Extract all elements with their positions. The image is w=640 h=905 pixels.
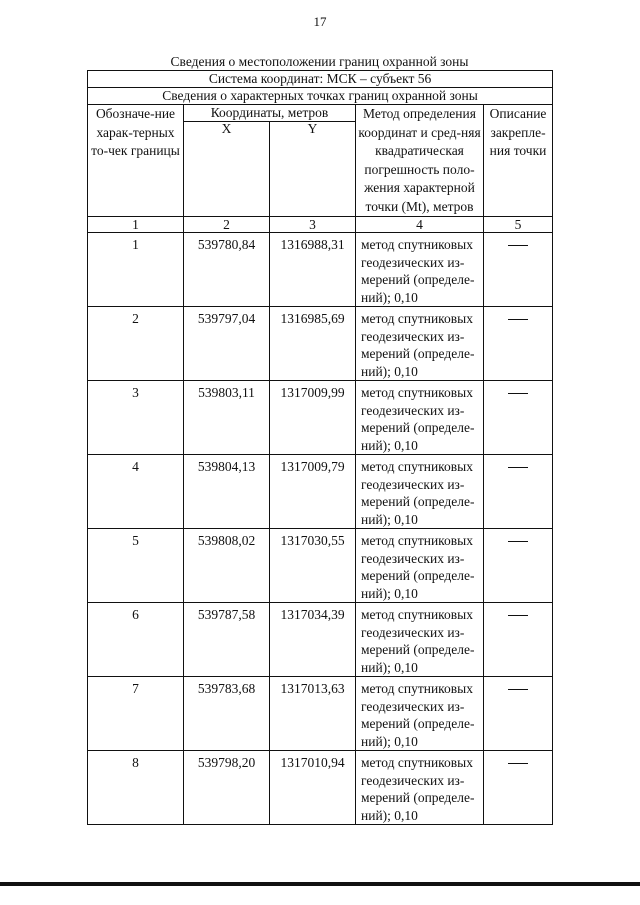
dash-mark [508, 245, 528, 246]
header-method [356, 105, 484, 217]
x-coordinate-cell: 539780,84 [184, 233, 270, 307]
coordinate-system-label: Система координат: МСК – субъект 56 [88, 71, 553, 88]
column-number-3: 3 [270, 217, 356, 233]
point-cell: 2 [88, 307, 184, 381]
dash-mark [508, 763, 528, 764]
header-point-text: Обозначе-ние харак-терных то-чек границы [91, 106, 180, 158]
x-coordinate-cell: 539783,68 [184, 677, 270, 751]
table-row [88, 603, 553, 677]
fixing-cell [484, 233, 553, 307]
header-fixing-text: Описание закрепле-ния точки [489, 106, 547, 158]
y-coordinate-cell: 1317010,94 [270, 751, 356, 825]
table-body [88, 233, 553, 825]
point-cell: 5 [88, 529, 184, 603]
dash-mark [508, 467, 528, 468]
y-coordinate-cell: 1317034,39 [270, 603, 356, 677]
dash-mark [508, 393, 528, 394]
fixing-cell [484, 751, 553, 825]
dash-mark [508, 689, 528, 690]
fixing-cell [484, 455, 553, 529]
fixing-cell [484, 529, 553, 603]
header-fixing [484, 105, 553, 217]
y-coordinate-cell: 1317013,63 [270, 677, 356, 751]
column-number-2: 2 [184, 217, 270, 233]
table-row [88, 233, 553, 307]
bottom-rule [0, 882, 640, 886]
y-coordinate-cell: 1317009,99 [270, 381, 356, 455]
y-coordinate-cell: 1316988,31 [270, 233, 356, 307]
table-row [88, 381, 553, 455]
point-cell: 3 [88, 381, 184, 455]
table-row [88, 677, 553, 751]
x-coordinate-cell: 539797,04 [184, 307, 270, 381]
x-coordinate-cell: 539798,20 [184, 751, 270, 825]
header-method-text: Метод определения координат и сред-няя квадратическая погрешность поло-жения характерной точки (Mt), метров [358, 106, 481, 214]
point-cell: 8 [88, 751, 184, 825]
point-cell: 7 [88, 677, 184, 751]
document-title: Сведения о местоположении границ охранной зоны [170, 54, 469, 69]
x-coordinate-cell: 539803,11 [184, 381, 270, 455]
y-coordinate-cell: 1317009,79 [270, 455, 356, 529]
header-point [88, 105, 184, 217]
fixing-cell [484, 307, 553, 381]
point-cell: 6 [88, 603, 184, 677]
fixing-cell [484, 381, 553, 455]
table-row [88, 529, 553, 603]
section-title: Сведения о характерных точках границ охранной зоны [88, 88, 553, 105]
point-cell: 4 [88, 455, 184, 529]
y-coordinate-cell: 1316985,69 [270, 307, 356, 381]
boundary-points-table [87, 70, 553, 825]
method-cell: метод спутниковых геодезических из-мерений (определе-ний); 0,10 [356, 455, 484, 529]
header-y: Y [270, 122, 356, 217]
dash-mark [508, 319, 528, 320]
method-cell: метод спутниковых геодезических из-мерений (определе-ний); 0,10 [356, 233, 484, 307]
x-coordinate-cell: 539804,13 [184, 455, 270, 529]
table-row [88, 307, 553, 381]
method-cell: метод спутниковых геодезических из-мерений (определе-ний); 0,10 [356, 603, 484, 677]
fixing-cell [484, 677, 553, 751]
method-cell: метод спутниковых геодезических из-мерений (определе-ний); 0,10 [356, 381, 484, 455]
column-number-5: 5 [484, 217, 553, 233]
method-cell: метод спутниковых геодезических из-мерений (определе-ний); 0,10 [356, 529, 484, 603]
fixing-cell [484, 603, 553, 677]
table-row [88, 751, 553, 825]
table-row [88, 455, 553, 529]
dash-mark [508, 615, 528, 616]
column-number-4: 4 [356, 217, 484, 233]
page-number: 17 [313, 14, 327, 29]
method-cell: метод спутниковых геодезических из-мерений (определе-ний); 0,10 [356, 677, 484, 751]
column-number-1: 1 [88, 217, 184, 233]
header-x: X [184, 122, 270, 217]
header-coordinates: Координаты, метров [184, 105, 356, 122]
method-cell: метод спутниковых геодезических из-мерений (определе-ний); 0,10 [356, 307, 484, 381]
method-cell: метод спутниковых геодезических из-мерений (определе-ний); 0,10 [356, 751, 484, 825]
dash-mark [508, 541, 528, 542]
y-coordinate-cell: 1317030,55 [270, 529, 356, 603]
point-cell: 1 [88, 233, 184, 307]
x-coordinate-cell: 539787,58 [184, 603, 270, 677]
x-coordinate-cell: 539808,02 [184, 529, 270, 603]
